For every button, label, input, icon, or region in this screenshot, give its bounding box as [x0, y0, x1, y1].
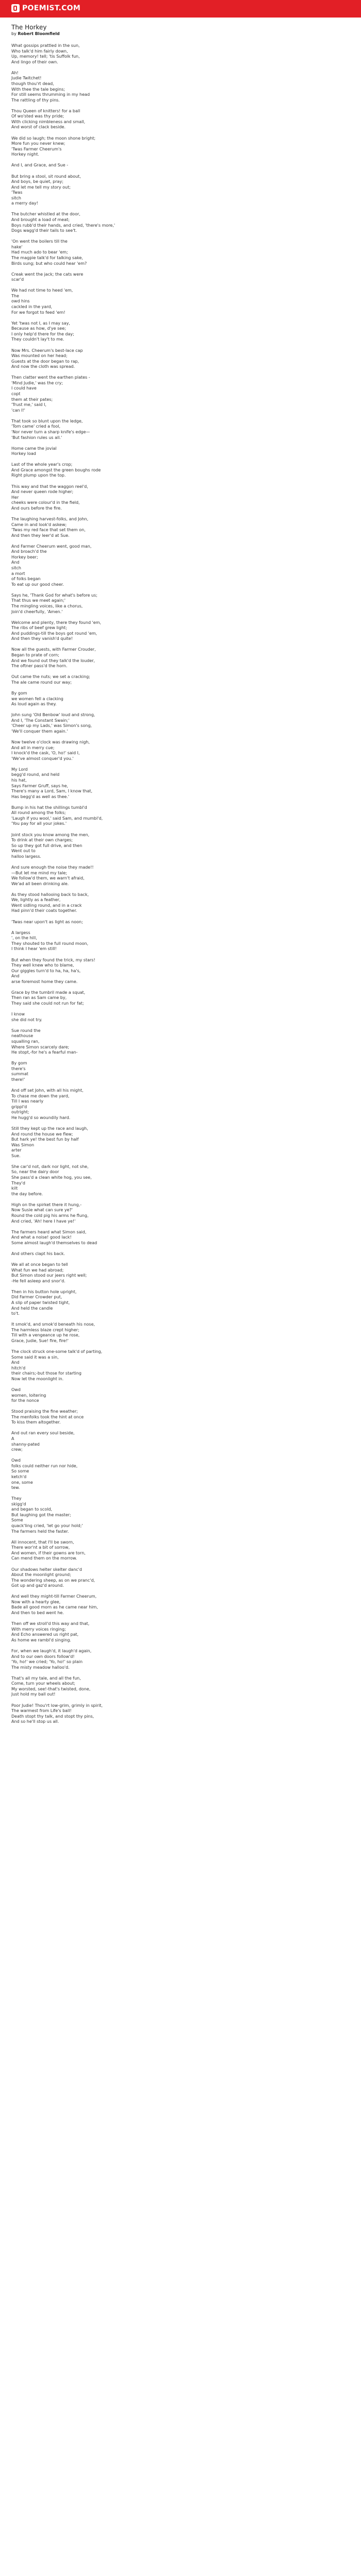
poem-content: [11, 24, 341, 1725]
byline-by-label: by: [11, 31, 17, 36]
top-bar: [0, 0, 361, 18]
site-logo-link[interactable]: [11, 4, 80, 12]
poem-byline: [11, 31, 341, 36]
poem-body-text: What gossips prattled in the sun, Who talk'd him fairly down, Up, memory! tell; 'tis Suffolk fun, And lingo of their own. Ah! Judie Twitchet! though thou'rt dead, With thee the tale begins; For still seems thrumming in my head The rattling of thy pins. Thou Queen of knitters! for a ball Of wo'sted was thy pride; With clicking nimbleness and small, And worst of clack beside. We did so laugh; the moon shone bright; More fun you never knew; 'Twas Farmer Cheerum's Horkey night. And I, and Grace, and Sue - But bring a stool, sit round about, And boys, be quiet, pray; And let me tell my story out; 'Twas sitch a merry day! The butcher whistled at the door, And brought a load of meat; Boys rubb'd their hands, and cried, 'there's more,' Dogs wagg'd their tails to see't. 'On went the boilers till the hake' Had much ado to bear 'em; The magpie talk'd for talking sake, Birds sung; but who could hear 'em? Creak went the jack; the cats were scar'd We had not time to heed 'em, The owd hins cackled in the yard, For we forgot to feed 'em! Yet 'twas not I, as I may say, Because as how, d'ye see; I only help'd there for the day; They couldn't lay't to me. Now Mrs. Cheerum's best-lace cap Was mounted on her head; Guests at the door began to rap, And now the cloth was spread. Then clatter went the earthen plates - 'Mind Judie,' was the cry; I could have copt them at their pates; 'Trust me,' said I, 'can I!' That took so blunt upon the ledge, 'Tom came' cried a fool, 'Nor never turn a sharp knife's edge— 'But fashion rules us all.' Home came the jovial Horkey load Last of the whole year's crop; And Grace amongst the green boughs rode Right plump upon the top. This way and that the waggon reel'd, And never queen rode higher; Her cheeks were colour'd in the field, And ours before the fire. The laughing harvest-folks, and John, Came in and look'd askew; 'Twas my red face that set them on, And then they leer'd at Sue. And Farmer Cheerum went, good man, And broach'd the Horkey beer; And sitch a mort of folks began To eat up our good cheer. Says he, 'Thank God for what's before us; That thus we meet again;' The mingling voices, like a chorus, Join'd cheerfully, 'Amen.' Welcome and plenty, there they found 'em, The ribs of beef grew light; And puddings-till the boys got round 'em, And then they vanish'd quite! Now all the guests, with Farmer Crouder, Began to prate of corn; And we found out they talk'd the louder, The oftner pass'd the horn. Out came the nuts; we set a cracking; The ale came round our way; By gom we women fell a clacking As loud again as they. John sung 'Old Benbow' loud and strong, And I, 'The Constant Swain;' 'Cheer up my Lads,' was Simon's song, 'We'll conquer them again.' Now twelve o'clock was drawing nigh, And all in merry cue; I knock'd the cask, 'O, ho!' said I, 'We've almost conquer'd you.' My Lord begg'd round, and held his hat, Says Farmer Gruff, says he, There's many a Lord, Sam, I know that, Has begg'd as well as thee.' Bump in his hat the shillings tumbl'd All round among the folks; 'Laugh if you wool,' said Sam, and mumbl'd, 'You pay for all your jokes.' Joint stock you know among the men, To drink at their own charges; So up they got full drive, and then Went out to halloo largess. And sure enough the noise they made!! —But let me mind my tale; We follow'd them, we warn't afraid, We'ad all been drinking ale. As they stood hallooing back to back, We, lightly as a feather, Went sidling round, and in a crack Had pinn'd their coats together. 'Twas near upon't as light as noon; A largess ', on the hill, They shouted to the full round moon, I think I hear 'em still! But when they found the trick, my stars! They well knew who to blame, Our giggles turn'd to ha, ha, ha's, And arse foremost home they came. Grace by the tumbril made a squat, Then ran as Sam came by, They said she could not run for fat; I know she did not try. Sue round the neathouse squalling ran, Where Simon scarcely dare; He stopt,-for he's a fearful man- By gom there's summat there!' And off set John, with all his might, To chase me down the yard, Till I was nearly grippl'd outright; He hugg'd so woundily hard. Still they kept up the race and laugh, And round the house we flew; But hark ye! the best fun by half Was Simon arter Sue. She car'd not, dark nor light, not she, So, near the dairy door She pass'd a clean white hog, you see, They'd kilt the day before. High on the spirket there it hung,- Now Susie what can sure ye?' Round the cold pig his arms he flung, And cried, 'Ah! here I have ye!' The farmers heard what Simon said, And what a noise! good lack! Some almost laugh'd themselves to dead And others clapt his back. We all at once began to tell What fun we had abroad; But Simon stood our jeers right well; -He fell asleep and snor'd. Then in his button hole upright, Did Farmer Crowder put, A slip of paper twisted tight, And held the candle to't. It smok'd, and smok'd beneath his nose, The harmless blaze crept higher; Till with a vengeance up he rose, Grace, Judie, Sue! fire, fire!' The clock struck one-some talk'd of parting, Some said it was a sin, And hitch'd their chairs;-but those for starting Now let the moonlight in. Owd women, loitering for the nonce Stood praising the fine weather; The menfolks took the hint at once To kiss them altogether. And out ran every soul beside, A shanny-pated crew; Owd folks could neither run nor hide, So some ketch'd one, some tew. They skigg'd and began to scold, But laughing got the master; Some quack'ling cried, 'let go your hold;' The farmers held the faster. All innocent, that I'll be sworn, There wor'nt a bit of sorrow, And women, if their gowns are torn, Can mend them on the morrow. Our shadows helter skelter danc'd About the moonlight ground; The wondering sheep, as on we pranc'd, Got up and gaz'd around. And well they might-till Farmer Cheerum, Now with a hearty glee, Bade all good morn as he came near him, And then to bed went he. Then off we stroll'd this way and that, With merry voices ringing; And Echo answered us right pat, As home we rambl'd singing. For, when we laugh'd, it laugh'd again, And to our own doors follow'd! 'Yo, ho!' we cried; 'Yo, ho!' so plain The misty meadow halloo'd. That's all my tale, and all the fun, Come, turn your wheels about; My worsted, see!-that's twisted, done, Just hold my ball out! Poor Judie! Thou'rt low-grim, grimly in spirit, The warmest from Life's ball! Death stopt thy talk, and stopt thy pins, And so he'll stop us all.: [11, 43, 116, 1724]
site-logo-text: POEMIST.COM: [22, 4, 81, 12]
author-link[interactable]: Robert Bloomfield: [18, 31, 60, 36]
poemist-logo-icon: [11, 4, 20, 12]
poem-title: The Horkey: [11, 24, 47, 31]
